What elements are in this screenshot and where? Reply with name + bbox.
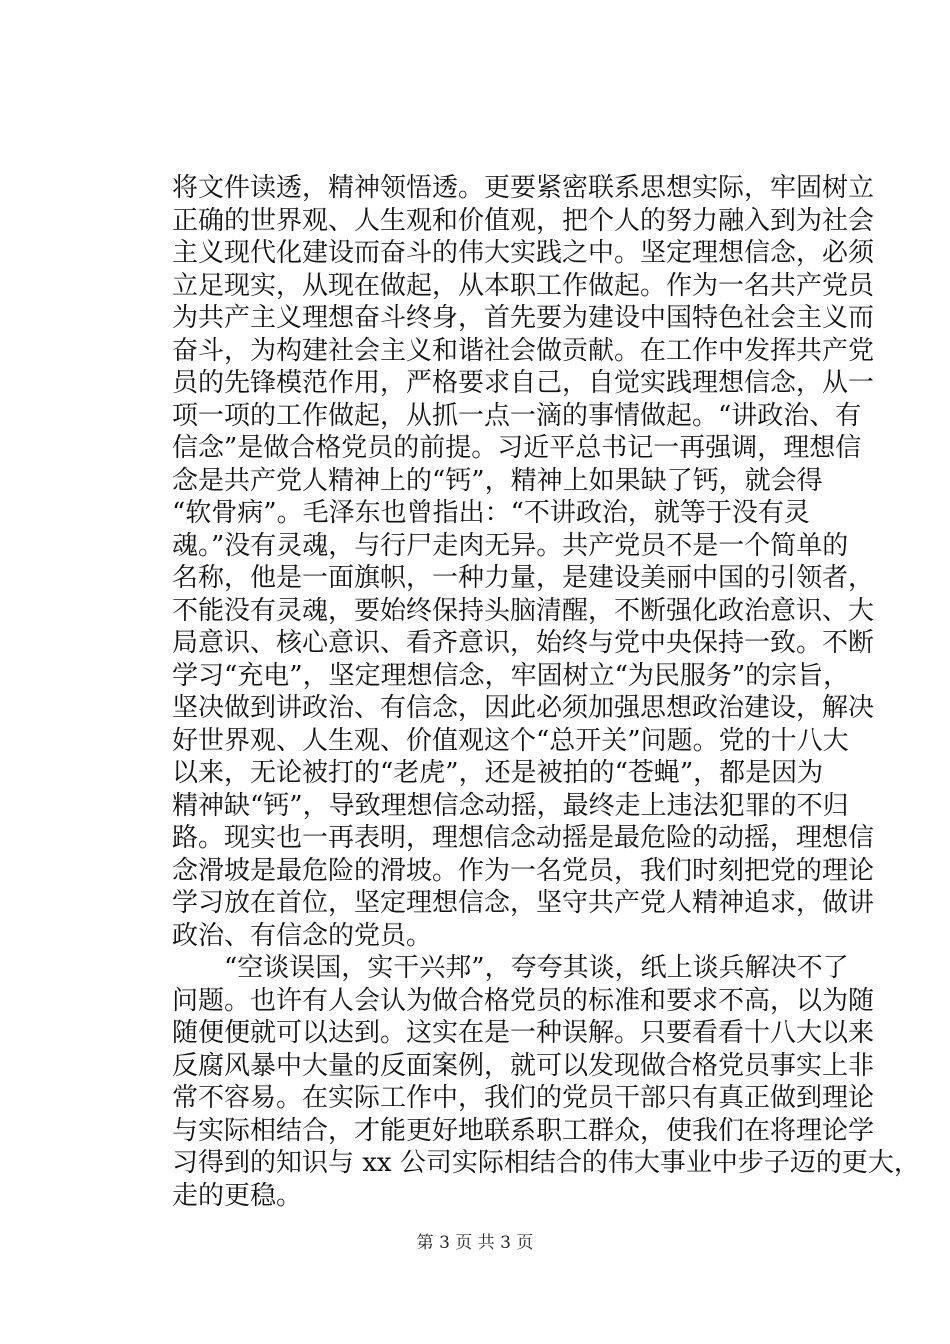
text-line: 奋斗，为构建社会主义和谐社会做贡献。在工作中发挥共产党 bbox=[172, 335, 875, 366]
text-line: 随便便就可以达到。这实在是一种误解。只要看看十八大以来 bbox=[172, 1018, 875, 1048]
text-line: 政治、有信念的党员。 bbox=[172, 920, 433, 951]
text-line: 以来，无论被打的“老虎”，还是被拍的“苍蝇”，都是因为 bbox=[172, 758, 824, 788]
text-line: “空谈误国，实干兴邦”，夸夸其谈，纸上谈兵解决不了 bbox=[224, 953, 849, 983]
text-line: 问题。也许有人会认为做合格党员的标准和要求不高，以为随 bbox=[172, 985, 875, 1016]
text-line: “软骨病”。毛泽东也曾指出：“不讲政治，就等于没有灵 bbox=[172, 498, 810, 528]
paragraph bbox=[172, 172, 875, 952]
text-line: 不能没有灵魂，要始终保持头脑清醒，不断强化政治意识、大 bbox=[172, 595, 875, 626]
text-line: 学习放在首位，坚定理想信念，坚守共产党人精神追求，做讲 bbox=[172, 888, 875, 918]
text-line: 项一项的工作做起，从抓一点一滴的事情做起。“讲政治、有 bbox=[172, 400, 862, 431]
text-line: 魂。”没有灵魂，与行尸走肉无异。共产党员不是一个简单的 bbox=[172, 530, 849, 561]
text-line: 为共产主义理想奋斗终身，首先要为建设中国特色社会主义而 bbox=[172, 303, 875, 333]
text-line: 局意识、核心意识、看齐意识，始终与党中央保持一致。不断 bbox=[172, 628, 875, 658]
text-line: 正确的世界观、人生观和价值观，把个人的努力融入到为社会 bbox=[172, 205, 875, 236]
text-line: 将文件读透，精神领悟透。更要紧密联系思想实际，牢固树立 bbox=[172, 173, 875, 203]
text-line: 好世界观、人生观、价值观这个“总开关”问题。党的十八大 bbox=[172, 725, 849, 756]
text-line: 路。现实也一再表明，理想信念动摇是最危险的动摇，理想信 bbox=[172, 823, 875, 853]
text-line: 立足现实，从现在做起，从本职工作做起。作为一名共产党员 bbox=[172, 270, 875, 301]
text-line: 学习“充电”，坚定理想信念，牢固树立“为民服务”的宗旨， bbox=[172, 660, 850, 691]
text-line: 与实际相结合，才能更好地联系职工群众，使我们在将理论学 bbox=[172, 1115, 875, 1146]
text-line: 念是共产党人精神上的“钙”，精神上如果缺了钙，就会得 bbox=[172, 465, 823, 496]
page-footer: 第 3 页 共 3 页 bbox=[416, 1233, 534, 1253]
text-line: 念滑坡是最危险的滑坡。作为一名党员，我们时刻把党的理论 bbox=[172, 855, 875, 886]
paragraph bbox=[172, 952, 920, 1212]
text-line: 走的更稳。 bbox=[172, 1180, 303, 1211]
text-line: 反腐风暴中大量的反面案例，就可以发现做合格党员事实上非 bbox=[172, 1050, 875, 1081]
text-line: 主义现代化建设而奋斗的伟大实践之中。坚定理想信念，必须 bbox=[172, 238, 875, 268]
text-line: 信念”是做合格党员的前提。习近平总书记一再强调，理想信 bbox=[172, 433, 862, 463]
text-line: 精神缺“钙”，导致理想信念动摇，最终走上违法犯罪的不归 bbox=[172, 790, 849, 821]
text-line: 名称，他是一面旗帜，一种力量，是建设美丽中国的引领者， bbox=[172, 563, 875, 593]
text-line: 习得到的知识与 xx 公司实际相结合的伟大事业中步子迈的更大， bbox=[172, 1148, 920, 1178]
document-body bbox=[172, 172, 920, 1212]
text-line: 常不容易。在实际工作中，我们的党员干部只有真正做到理论 bbox=[172, 1083, 875, 1113]
text-line: 员的先锋模范作用，严格要求自己，自觉实践理想信念，从一 bbox=[172, 368, 875, 398]
text-line: 坚决做到讲政治、有信念，因此必须加强思想政治建设，解决 bbox=[172, 693, 875, 723]
